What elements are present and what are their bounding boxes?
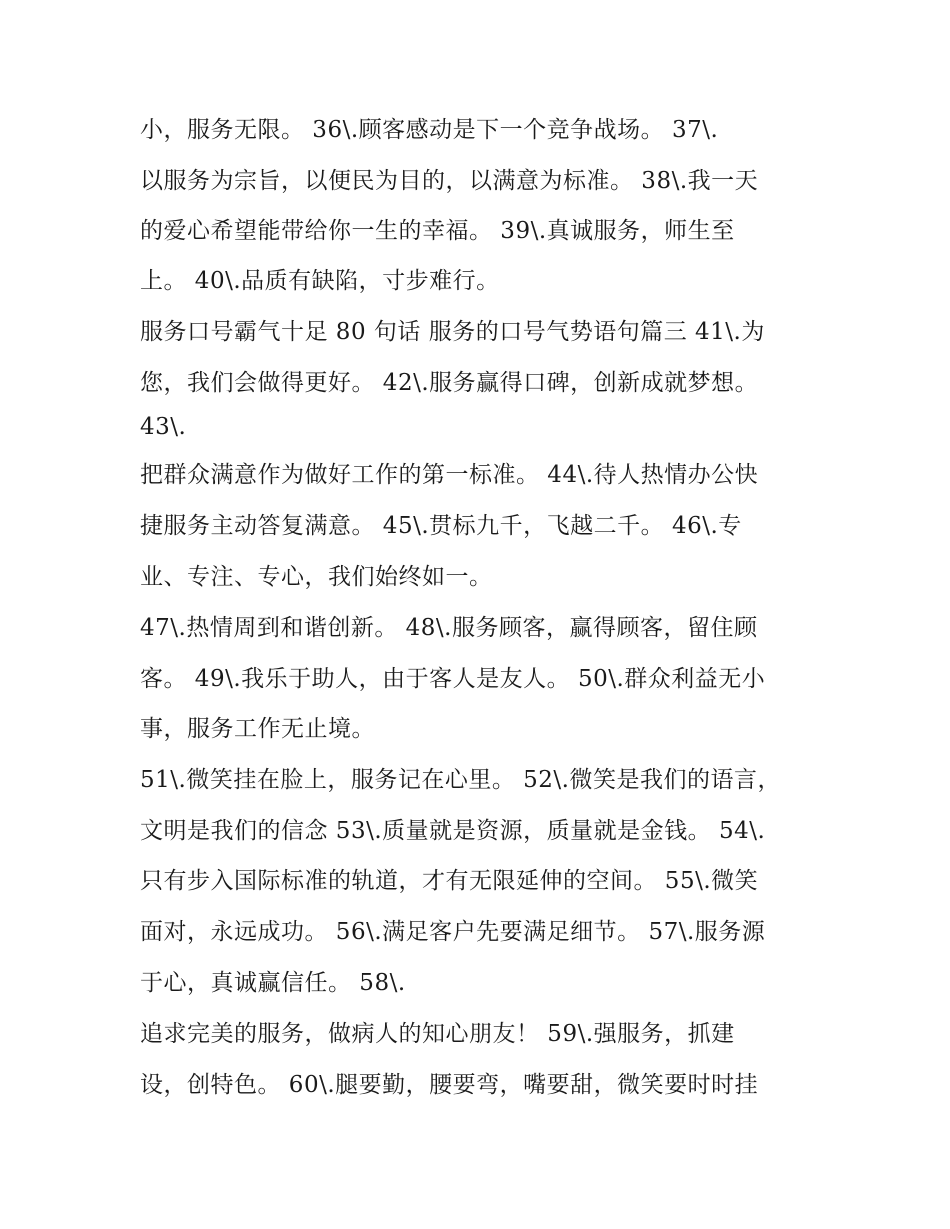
text-line: 业、专注、专心，我们始终如一。 <box>140 564 493 590</box>
text-line: 43\. <box>140 414 187 440</box>
text-line: 47\.热情周到和谐创新。 48\.服务顾客，赢得顾客，留住顾 <box>140 615 758 641</box>
text-line: 的爱心希望能带给你一生的幸福。 39\.真诚服务，师生至 <box>140 218 735 244</box>
text-line: 捷服务主动答复满意。 45\.贯标九千，飞越二千。 46\.专 <box>140 513 742 539</box>
text-line: 只有步入国际标准的轨道，才有无限延伸的空间。 55\.微笑 <box>140 868 759 894</box>
text-line: 追求完美的服务，做病人的知心朋友！ 59\.强服务，抓建 <box>140 1021 735 1047</box>
text-line: 文明是我们的信念 53\.质量就是资源，质量就是金钱。 54\. <box>140 818 766 844</box>
text-line: 小，服务无限。 36\.顾客感动是下一个竞争战场。 37\. <box>140 117 719 143</box>
text-line: 设，创特色。 60\.腿要勤，腰要弯，嘴要甜，微笑要时时挂 <box>140 1072 759 1098</box>
text-line: 上。 40\.品质有缺陷，寸步难行。 <box>140 268 500 294</box>
text-line: 客。 49\.我乐于助人，由于客人是友人。 50\.群众利益无小 <box>140 666 766 692</box>
text-line: 服务口号霸气十足 80 句话 服务的口号气势语句篇三 41\.为 <box>140 319 765 345</box>
text-line: 51\.微笑挂在脸上，服务记在心里。 52\.微笑是我们的语言， <box>140 767 781 793</box>
text-line: 事，服务工作无止境。 <box>140 716 375 742</box>
text-line: 于心，真诚赢信任。 58\. <box>140 970 406 996</box>
text-line: 以服务为宗旨，以便民为目的，以满意为标准。 38\.我一天 <box>140 168 759 194</box>
text-line: 把群众满意作为做好工作的第一标准。 44\.待人热情办公快 <box>140 462 759 488</box>
text-line: 面对，永远成功。 56\.满足客户先要满足细节。 57\.服务源 <box>140 919 766 945</box>
text-line: 您，我们会做得更好。 42\.服务赢得口碑，创新成就梦想。 <box>140 370 759 396</box>
